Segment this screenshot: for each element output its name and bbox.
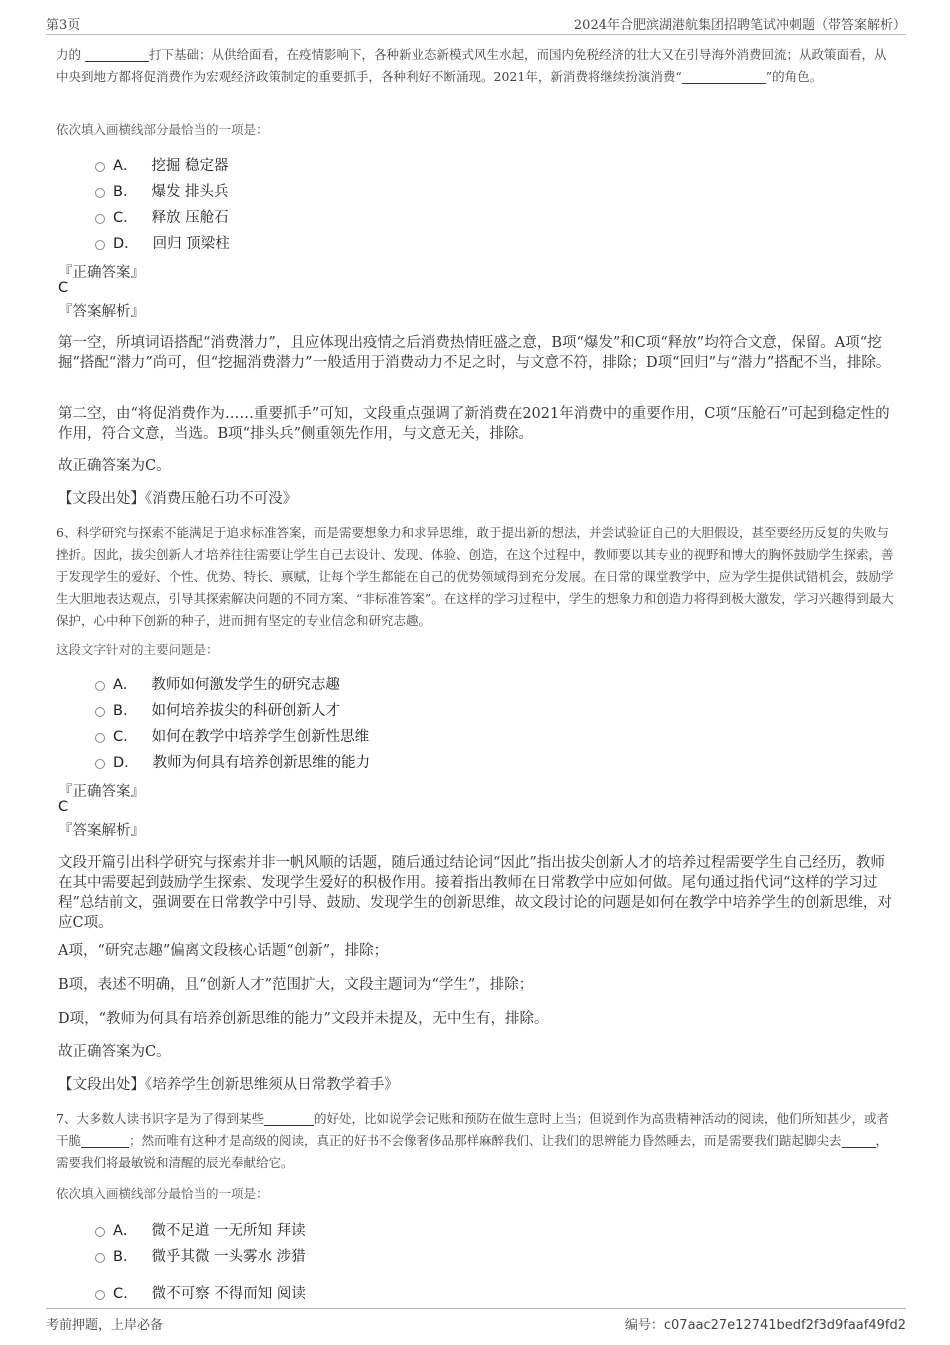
option-label: A． — [113, 676, 138, 693]
radio-icon[interactable] — [95, 1227, 105, 1237]
q5-prompt: 依次填入画横线部分最恰当的一项是： — [56, 122, 269, 137]
q5-stem — [56, 44, 898, 88]
q7-option-a[interactable] — [95, 1219, 306, 1239]
radio-icon[interactable] — [95, 240, 105, 250]
q5-correct-tag: 『正确答案』 — [58, 265, 145, 281]
page-number: 第3页 — [46, 18, 81, 33]
option-text: 回归 顶梁柱 — [152, 235, 230, 252]
q7-blank-3 — [842, 1133, 876, 1148]
option-text: 爆发 排头兵 — [151, 183, 229, 200]
option-text: 教师为何具有培养创新思维的能力 — [152, 754, 371, 771]
q6-option-b[interactable] — [95, 699, 340, 719]
q5-option-b[interactable] — [95, 180, 229, 200]
option-text: 如何培养拔尖的科研创新人才 — [151, 702, 340, 719]
option-text: 微乎其微 一头雾水 涉猎 — [151, 1248, 306, 1265]
q5-stem-part1: 力的 — [56, 47, 85, 62]
q5-blank-1 — [85, 47, 149, 62]
radio-icon[interactable] — [95, 162, 105, 172]
q7-stem-part4: ，需要我们将最敏锐和清醒的辰光奉献给它。 — [56, 1133, 889, 1170]
option-label: A． — [113, 157, 138, 174]
option-text: 微不可察 不得而知 阅读 — [151, 1285, 306, 1302]
q7-blank-2 — [81, 1133, 129, 1148]
radio-icon[interactable] — [95, 1253, 105, 1263]
option-label: B． — [113, 702, 138, 719]
q6-analysis-p4: D项，“教师为何具有培养创新思维的能力”文段并未提及，无中生有，排除。 — [58, 1011, 549, 1027]
q7-option-b[interactable] — [95, 1245, 306, 1265]
q6-correct-answer: C — [58, 799, 69, 815]
q5-analysis-tag: 『答案解析』 — [58, 304, 145, 320]
footer-divider — [46, 1308, 906, 1309]
header-divider — [46, 34, 906, 35]
q5-analysis-p1: 第一空，所填词语搭配“消费潜力”，且应体现出疫情之后消费热情旺盛之意，B项“爆发”和C项“释放”均符合文意，保留。A项“挖掘”搭配“潜力”尚可，但“挖掘消费潜力”一般适用于消费动力不足之时，与文意不符，排除；D项“回归”与“潜力”搭配不当，排除。 — [58, 335, 891, 371]
q7-stem-part1: 7、大多数人读书识字是为了得到某些 — [56, 1111, 264, 1126]
radio-icon[interactable] — [95, 214, 105, 224]
q5-option-d[interactable] — [95, 232, 230, 252]
option-label: B． — [113, 183, 138, 200]
option-label: A． — [113, 1222, 138, 1239]
q6-option-c[interactable] — [95, 725, 369, 745]
radio-icon[interactable] — [95, 733, 105, 743]
option-label: C． — [113, 209, 138, 226]
radio-icon[interactable] — [95, 681, 105, 691]
q6-option-a[interactable] — [95, 673, 340, 693]
option-label: C． — [113, 728, 138, 745]
option-label: B． — [113, 1248, 138, 1265]
q5-blank-2 — [682, 69, 766, 84]
q7-stem — [56, 1108, 898, 1174]
q5-stem-part2: 打下基础；从供给面看，在疫情影响下，各种新业态新模式风生水起，而国内免税经济的壮大又在引导海外消费回流；从政策面看，从中央到地方都将促消费作为宏观经济政策制定的重要抓手，各种利好不断涌现。2021年，新消费将继续扮演消费“ — [56, 47, 887, 84]
q6-analysis-tag: 『答案解析』 — [58, 823, 145, 839]
option-label: C． — [113, 1285, 138, 1302]
q5-correct-answer: C — [58, 280, 69, 296]
q6-stem: 6、科学研究与探索不能满足于追求标准答案，而是需要想象力和求异思维，敢于提出新的想法，并尝试验证自己的大胆假设，甚至要经历反复的失败与挫折。因此，拔尖创新人才培养往往需要让学生自己去设计、发现、体验、创造，在这个过程中，教师要以其专业的视野和博大的胸怀鼓励学生探索，善于发现学生的爱好、个性、优势、特长、禀赋，让每个学生都能在自己的优势领域得到充分发展。在日常的课堂教学中，应为学生提供试错机会，鼓励学生大胆地表达观点，引导其探索解决问题的不同方案、“非标准答案”。在这样的学习过程中，学生的想象力和创造力将得到极大激发，学习兴趣得到最大保护，心中种下创新的种子，进而拥有坚定的专业信念和研究志趣。 — [56, 525, 894, 628]
option-label: D． — [113, 235, 139, 252]
q5-option-c[interactable] — [95, 206, 229, 226]
q5-option-a[interactable] — [95, 154, 229, 174]
option-label: D． — [113, 754, 139, 771]
q6-prompt: 这段文字针对的主要问题是： — [56, 642, 219, 657]
q7-blank-1 — [264, 1111, 314, 1126]
q6-source: 【文段出处】《培养学生创新思维须从日常教学着手》 — [58, 1077, 399, 1093]
option-text: 微不足道 一无所知 拜读 — [151, 1222, 306, 1239]
q6-analysis-p1: 文段开篇引出科学研究与探索并非一帆风顺的话题，随后通过结论词“因此”指出拔尖创新人才的培养过程需要学生自己经历，教师在其中需要起到鼓励学生探索、发现学生爱好的积极作用。接着指出教师在日常教学中应如何做。尾句通过指代词“这样的学习过程”总结前文，强调要在日常教学中引导、鼓励、发现学生的创新思维，故文段讨论的问题是如何在教学中培养学生的创新思维，对应C项。 — [58, 855, 892, 931]
q5-source: 【文段出处】《消费压舱石功不可没》 — [58, 491, 298, 507]
q7-stem-part2: 的好处，比如说学会记账和预防在做生意时上当；但说到作为高贵精神活动的阅读，他们所知甚少，或者干脆 — [56, 1111, 889, 1148]
footer-code-label: 编号： — [624, 1318, 664, 1333]
q7-option-c[interactable] — [95, 1282, 306, 1302]
q6-option-d[interactable] — [95, 751, 370, 771]
radio-icon[interactable] — [95, 707, 105, 717]
footer-slogan: 考前押题，上岸必备 — [46, 1318, 164, 1333]
option-text: 释放 压舱石 — [151, 209, 229, 226]
q5-analysis-p2: 第二空，由“将促消费作为……重要抓手”可知，文段重点强调了新消费在2021年消费中的重要作用，C项“压舱石”可起到稳定性的作用，符合文意，当选。B项“排头兵”侧重领先作用，与文意无关，排除。 — [58, 406, 890, 442]
q6-analysis-p2: A项，“研究志趣”偏离文段核心话题“创新”，排除； — [58, 943, 389, 959]
option-text: 如何在教学中培养学生创新性思维 — [151, 728, 370, 745]
footer-code-value: c07aac27e12741bedf2f3d9faaf49fd2 — [663, 1318, 906, 1333]
q7-stem-part3: ；然而唯有这种才是高级的阅读，真正的好书不会像奢侈品那样麻醉我们、让我们的思辨能力昏然睡去，而是需要我们踮起脚尖去 — [129, 1133, 842, 1148]
q6-analysis-p5: 故正确答案为C。 — [58, 1044, 171, 1060]
footer-code — [625, 1314, 906, 1333]
radio-icon[interactable] — [95, 1290, 105, 1300]
document-title: 2024年合肥滨湖港航集团招聘笔试冲刺题（带答案解析） — [573, 18, 906, 33]
q5-stem-part3: ”的角色。 — [765, 69, 823, 84]
option-text: 挖掘 稳定器 — [151, 157, 229, 174]
q6-analysis-p3: B项，表述不明确，且“创新人才”范围扩大，文段主题词为“学生”，排除； — [58, 977, 534, 993]
radio-icon[interactable] — [95, 188, 105, 198]
option-text: 教师如何激发学生的研究志趣 — [151, 676, 340, 693]
q6-correct-tag: 『正确答案』 — [58, 784, 145, 800]
q7-prompt: 依次填入画横线部分最恰当的一项是： — [56, 1186, 269, 1201]
radio-icon[interactable] — [95, 759, 105, 769]
q5-analysis-p3: 故正确答案为C。 — [58, 458, 171, 474]
